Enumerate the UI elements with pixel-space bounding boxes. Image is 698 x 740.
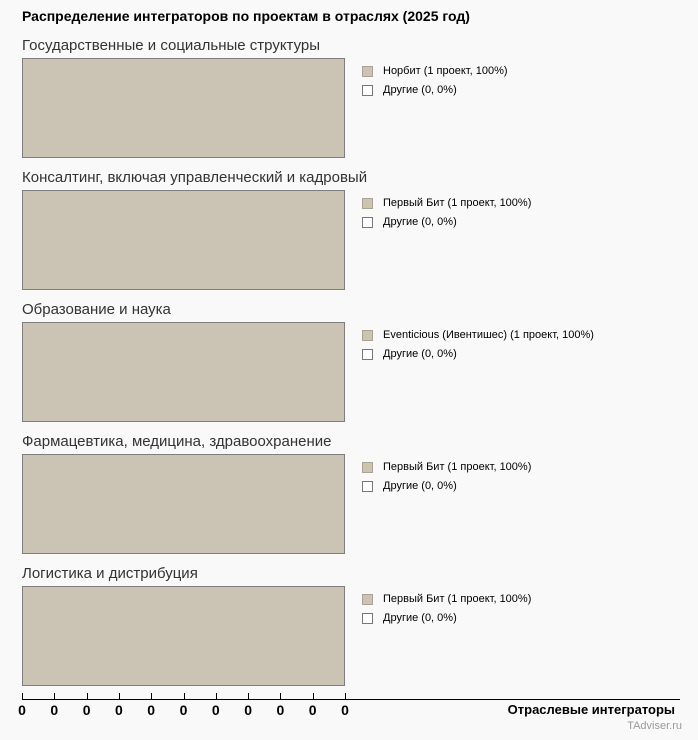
axis-tick-label: 0 bbox=[211, 702, 220, 718]
axis-tick-label: 0 bbox=[276, 702, 285, 718]
legend-item bbox=[362, 216, 531, 228]
axis-tick bbox=[216, 693, 217, 700]
legend-label: Другие (0, 0%) bbox=[383, 216, 457, 228]
industry-section bbox=[22, 300, 698, 422]
axis-tick bbox=[119, 693, 120, 700]
axis-tick-label: 0 bbox=[147, 702, 156, 718]
legend-swatch bbox=[362, 217, 373, 228]
legend-item bbox=[362, 480, 531, 492]
legend-swatch bbox=[362, 198, 373, 209]
legend-label: Другие (0, 0%) bbox=[383, 480, 457, 492]
x-axis bbox=[0, 690, 698, 740]
legend-label: Первый Бит (1 проект, 100%) bbox=[383, 461, 532, 473]
legend-swatch bbox=[362, 85, 373, 96]
axis-tick-label: 0 bbox=[244, 702, 252, 718]
axis-tick-label: 0 bbox=[82, 702, 91, 718]
legend-label: Другие (0, 0%) bbox=[383, 348, 457, 360]
axis-tick-label: 0 bbox=[308, 702, 317, 718]
axis-tick bbox=[54, 693, 55, 700]
legend bbox=[362, 454, 531, 499]
axis-tick bbox=[280, 693, 281, 700]
legend-swatch bbox=[362, 330, 373, 341]
industry-bar-segment bbox=[22, 586, 345, 686]
industry-bar-segment bbox=[22, 454, 345, 554]
legend-swatch bbox=[362, 462, 373, 473]
legend-item bbox=[362, 65, 508, 77]
industry-bar-segment bbox=[22, 58, 345, 158]
sections-container bbox=[22, 36, 698, 696]
legend-swatch bbox=[362, 349, 373, 360]
legend-label: Eventicious (Ивентишес) (1 проект, 100%) bbox=[383, 329, 594, 341]
industry-header: Государственные и социальные структуры bbox=[22, 37, 321, 54]
x-axis-line bbox=[22, 699, 680, 700]
axis-tick bbox=[22, 693, 23, 700]
legend bbox=[362, 322, 594, 367]
industry-header: Образование и наука bbox=[22, 301, 171, 318]
legend-label: Первый Бит (1 проект, 100%) bbox=[383, 197, 532, 209]
legend-item bbox=[362, 593, 531, 605]
industry-bar-segment bbox=[22, 322, 345, 422]
legend-item bbox=[362, 461, 531, 473]
industry-header: Консалтинг, включая управленческий и кадровый bbox=[22, 169, 368, 186]
legend-swatch bbox=[362, 594, 373, 605]
axis-tick bbox=[151, 693, 152, 700]
legend-label: Другие (0, 0%) bbox=[383, 84, 457, 96]
axis-tick-label: 0 bbox=[179, 702, 188, 718]
legend-item bbox=[362, 329, 594, 341]
axis-tick bbox=[184, 693, 185, 700]
axis-tick-label: 0 bbox=[341, 702, 349, 718]
legend-item bbox=[362, 348, 594, 360]
legend bbox=[362, 586, 531, 631]
chart-title: Распределение интеграторов по проектам в отраслях (2025 год) bbox=[22, 8, 470, 24]
industry-section bbox=[22, 432, 698, 554]
industry-header: Фармацевтика, медицина, здравоохранение bbox=[22, 433, 332, 450]
legend-label: Другие (0, 0%) bbox=[383, 612, 457, 624]
legend-swatch bbox=[362, 481, 373, 492]
x-axis-label: Отраслевые интеграторы bbox=[507, 702, 675, 717]
axis-tick bbox=[87, 693, 88, 700]
legend-item bbox=[362, 197, 531, 209]
axis-tick-label: 0 bbox=[18, 702, 26, 718]
legend bbox=[362, 58, 508, 103]
industry-header: Логистика и дистрибуция bbox=[22, 565, 198, 582]
legend bbox=[362, 190, 531, 235]
industry-section bbox=[22, 36, 698, 158]
industry-section bbox=[22, 564, 698, 686]
legend-swatch bbox=[362, 613, 373, 624]
source-watermark: TAdviser.ru bbox=[627, 720, 682, 732]
legend-item bbox=[362, 612, 531, 624]
axis-tick-label: 0 bbox=[50, 702, 59, 718]
industry-bar-segment bbox=[22, 190, 345, 290]
axis-tick bbox=[248, 693, 249, 700]
legend-swatch bbox=[362, 66, 373, 77]
axis-tick-label: 0 bbox=[114, 702, 123, 718]
legend-label: Первый Бит (1 проект, 100%) bbox=[383, 593, 532, 605]
industry-section bbox=[22, 168, 698, 290]
legend-item bbox=[362, 84, 508, 96]
legend-label: Норбит (1 проект, 100%) bbox=[383, 65, 508, 77]
axis-tick bbox=[313, 693, 314, 700]
axis-tick bbox=[345, 693, 346, 700]
